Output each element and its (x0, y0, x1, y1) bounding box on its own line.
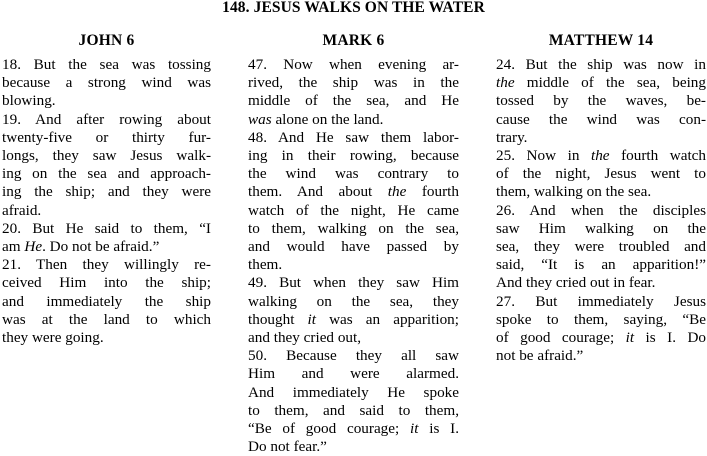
column-heading-john: JOHN 6 (78, 32, 135, 49)
verse-line: “Be of good courage; it is I. (248, 420, 459, 438)
verse-line: And immediately He spoke (248, 383, 459, 401)
verse-line: was alone on the land. (248, 110, 384, 128)
verse-line: 24. But the ship was now in (496, 56, 706, 73)
verse-line: them. (248, 256, 283, 274)
verse-text-mark (248, 56, 459, 456)
verse-line: of good courage; it is I. Do (496, 329, 706, 347)
verse-line: am He. Do not be afraid.” (2, 238, 160, 256)
verse-line: 25. Now in the fourth watch (496, 147, 706, 165)
verse-line: blowing. (2, 92, 56, 110)
column-john (2, 32, 211, 347)
verse-line: and would have passed by (248, 238, 459, 256)
verse-line: And they cried out in fear. (496, 274, 656, 292)
verse-line: the middle of the sea, being (496, 74, 706, 92)
verse-line: saw Him walking on the (496, 219, 706, 237)
verse-line: 21. Then they willingly re- (2, 256, 211, 274)
verse-line: afraid. (2, 201, 42, 219)
column-mark (248, 32, 459, 456)
verse-line: trary. (496, 128, 528, 146)
verse-line: said, “It is an apparition!” (496, 256, 706, 274)
verse-line: 26. And when the disciples (496, 201, 706, 219)
verse-line: because a strong wind was (2, 74, 211, 92)
verse-line: not be afraid.” (496, 347, 584, 365)
verse-line: longs, they saw Jesus walk- (2, 147, 211, 165)
verse-line: 19. And after rowing about (2, 110, 211, 128)
verse-line: and they cried out, (248, 329, 362, 347)
verse-line: middle of the sea, and He (248, 92, 459, 110)
verse-line: 47. Now when evening ar- (248, 56, 459, 73)
verse-line: Do not fear.” (248, 438, 327, 456)
verse-line: 50. Because they all saw (248, 347, 459, 365)
verse-line: they were going. (2, 329, 104, 347)
verse-line: 18. But the sea was tossing (2, 56, 211, 73)
column-matthew (496, 32, 706, 365)
verse-line: spoke to them, saying, “Be (496, 310, 706, 328)
verse-line: twenty-five or thirty fur- (2, 128, 211, 146)
verse-line: walking on the sea, they (248, 292, 459, 310)
verse-line: watch of the night, He came (248, 201, 459, 219)
verse-line: ceived Him into the ship; (2, 274, 211, 292)
verse-line: sea, they were troubled and (496, 238, 706, 256)
verse-line: was at the land to which (2, 310, 211, 328)
verse-line: tossed by the waves, be- (496, 92, 706, 110)
column-heading-mark: MARK 6 (322, 32, 385, 49)
verse-line: 20. But He said to them, “I (2, 219, 211, 237)
verse-text-matthew (496, 56, 706, 365)
verse-line: to them, walking on the sea, (248, 219, 459, 237)
verse-line: cause the wind was con- (496, 110, 706, 128)
verse-line: ing on the sea and approach- (2, 165, 211, 183)
verse-text-john (2, 56, 211, 347)
verse-line: 49. But when they saw Him (248, 274, 459, 292)
verse-line: Him and were alarmed. (248, 365, 459, 383)
verse-line: ing the ship; and they were (2, 183, 211, 201)
column-heading-matthew: MATTHEW 14 (548, 32, 654, 49)
verse-line: rived, the ship was in the (248, 74, 459, 92)
verse-line: to them, and said to them, (248, 401, 459, 419)
verse-line: them. And about the fourth (248, 183, 459, 201)
verse-line: of the night, Jesus went to (496, 165, 706, 183)
verse-line: 48. And He saw them labor- (248, 128, 459, 146)
verse-line: thought it was an apparition; (248, 310, 459, 328)
verse-line: the wind was contrary to (248, 165, 459, 183)
verse-line: and immediately the ship (2, 292, 211, 310)
verse-line: them, walking on the sea. (496, 183, 652, 201)
verse-line: ing in their rowing, because (248, 147, 459, 165)
page-title: 148. JESUS WALKS ON THE WATER (222, 0, 485, 16)
verse-line: 27. But immediately Jesus (496, 292, 706, 310)
